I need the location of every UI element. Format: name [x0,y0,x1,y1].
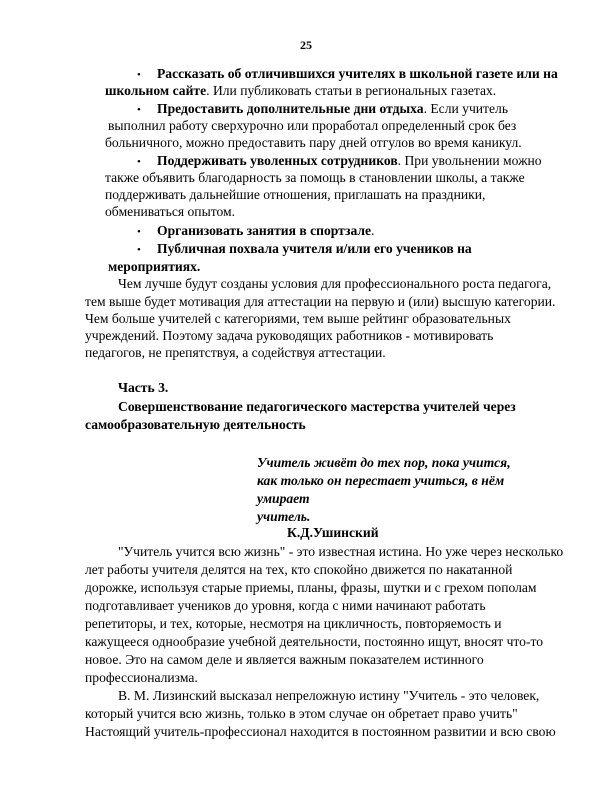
part-heading: Часть 3. [118,380,169,395]
paragraph-2-line-6: кажущееся однообразие учебной деятельности, постоянно ищут, вносят что-то [85,634,544,649]
paragraph-1-line-2: тем выше будет мотивация для аттестации на первую и (или) высшую категории. [85,294,556,309]
epigraph-line-3: умирает [257,491,310,506]
bullet-item-1-line-1: Рассказать об отличившихся учителях в школьной газете или на [157,66,558,81]
bullet-item-4-text: . [371,223,375,238]
bullet-marker: • [137,226,141,238]
bullet-item-4-bold: Организовать занятия в спортзале [157,223,372,238]
epigraph-author: К.Д.Ушинский [287,525,379,540]
bullet-item-4-line-1 [157,223,374,239]
paragraph-1-line-4: учреждений. Поэтому задача руководящих работников - мотивировать [85,328,494,343]
paragraph-1-line-1: Чем лучше будут созданы условия для профессионального роста педагога, [118,276,552,291]
bullet-marker: • [137,244,141,256]
bullet-item-1-bold: школьном сайте [105,83,207,98]
bullet-marker: • [137,69,141,81]
paragraph-2-line-8: профессионализма. [85,670,198,685]
paragraph-1-line-5: педагогов, не препятствуя, а содействуя аттестации. [85,345,386,360]
bullet-item-5-line-1: Публичная похвала учителя и/или его учеников на [157,241,472,256]
bullet-item-2-text: . Если учитель [423,101,509,116]
section-title-line-2: самообразовательную деятельность [85,417,306,432]
bullet-item-3-line-3: поддерживать дальнейшие отношения, приглашать на праздники, [105,187,486,202]
paragraph-3-line-2: который учится всю жизнь, только в этом случае он обретает право учить" [85,706,518,721]
bullet-item-3-text: . При увольнении можно [397,153,542,168]
bullet-marker: • [137,104,141,116]
paragraph-2-line-4: подготавливает учеников до уровня, когда с ними начинают работать [85,598,486,613]
epigraph-line-4: учитель. [257,509,311,524]
paragraph-2-line-1: "Учитель учится всю жизнь" - это известная истина. Но уже через несколько [118,544,564,559]
bullet-item-1-line-2 [105,83,496,99]
page-number: 25 [300,38,312,52]
bullet-item-3-bold: Поддерживать уволенных сотрудников [157,153,398,168]
bullet-item-3-line-2: также объявить благодарность за помощь в становлении школы, а также [105,170,525,185]
paragraph-3-line-3: Настоящий учитель-профессионал находится в постоянном развитии и всю свою [85,724,556,739]
bullet-item-2-bold: Предоставить дополнительные дни отдыха [157,101,424,116]
bullet-marker: • [137,156,141,168]
bullet-item-2-line-3: больничного, можно предоставить пару дней отгулов во время каникул. [105,135,522,150]
epigraph-line-1: Учитель живёт до тех пор, пока учится, [257,455,511,470]
bullet-item-3-line-4: обмениваться опытом. [105,204,236,219]
section-title-line-1: Совершенствование педагогического мастерства учителей через [118,399,516,414]
bullet-item-1-text: . Или публиковать статьи в региональных газетах. [206,83,497,98]
paragraph-2-line-5: репетиторы, и тех, которые, несмотря на цикличность, повторяемость и [85,616,502,631]
bullet-item-5-line-2: мероприятиях. [108,259,201,274]
paragraph-2-line-2: лет работы учителя делятся на тех, кто спокойно движется по накатанной [85,562,513,577]
paragraph-1-line-3: Чем больше учителей с категориями, тем выше рейтинг образовательных [85,311,511,326]
paragraph-2-line-7: новое. Это на самом деле и является важным показателем истинного [85,652,484,667]
bullet-item-3-line-1 [157,153,542,169]
paragraph-3-line-1: В. М. Лизинский высказал непреложную истину "Учитель - это человек, [118,688,540,703]
bullet-item-2-line-2: выполнил работу сверхурочно или проработал определенный срок без [108,118,517,133]
bullet-item-2-line-1 [157,101,508,117]
paragraph-2-line-3: дорожке, используя старые приемы, планы, фразы, шутки и с грехом пополам [85,580,537,595]
epigraph-line-2: как только он перестает учиться, в нём [257,473,505,488]
